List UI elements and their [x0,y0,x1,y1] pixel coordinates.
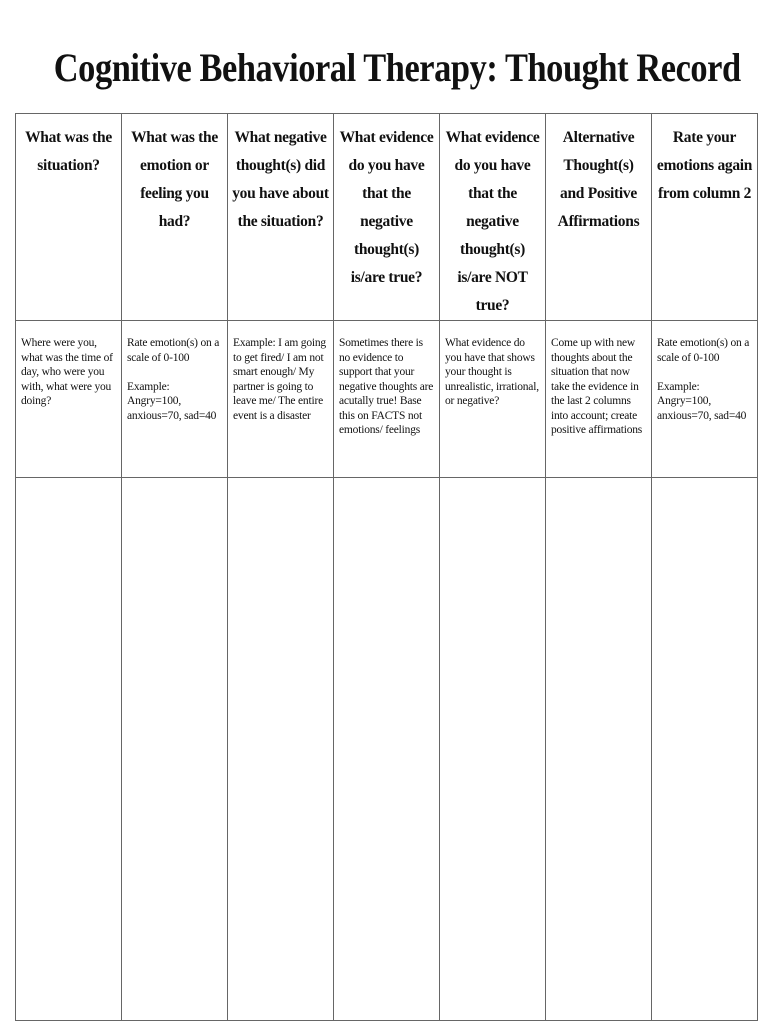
entry-cell-evidence-true[interactable] [334,478,440,1021]
entry-row [16,478,758,1021]
example-negative-thoughts: Example: I am going to get fired/ I am not smart enough/ My partner is going to leave me/ The entire event is a disaster [228,321,334,478]
example-evidence-not-true: What evidence do you have that shows your thought is unrealistic, irrational, or negative? [440,321,546,478]
column-header-situation: What was the situation? [16,114,122,321]
column-header-negative-thoughts: What negative thought(s) did you have about the situation? [228,114,334,321]
column-header-evidence-true: What evidence do you have that the negative thought(s) is/are true? [334,114,440,321]
entry-cell-evidence-not-true[interactable] [440,478,546,1021]
entry-cell-emotion[interactable] [122,478,228,1021]
entry-cell-alternative-thoughts[interactable] [546,478,652,1021]
example-evidence-true: Sometimes there is no evidence to support that your negative thoughts are acutally true! Base this on FACTS not emotions/ feelings [334,321,440,478]
example-emotion: Rate emotion(s) on a scale of 0-100 Example: Angry=100, anxious=70, sad=40 [122,321,228,478]
example-rerate-emotions: Rate emotion(s) on a scale of 0-100 Example: Angry=100, anxious=70, sad=40 [652,321,758,478]
column-header-emotion: What was the emotion or feeling you had? [122,114,228,321]
example-alternative-thoughts: Come up with new thoughts about the situation that now take the evidence in the last 2 columns into account; create positive affirmations [546,321,652,478]
header-row [16,114,758,321]
entry-cell-rerate-emotions[interactable] [652,478,758,1021]
page-title: Cognitive Behavioral Therapy: Thought Record [53,45,741,90]
column-header-alternative-thoughts: Alternative Thought(s) and Positive Affirmations [546,114,652,321]
example-row [16,321,758,478]
entry-cell-negative-thoughts[interactable] [228,478,334,1021]
example-situation: Where were you, what was the time of day, who were you with, what were you doing? [16,321,122,478]
thought-record-table [15,113,758,1021]
column-header-rerate-emotions: Rate your emotions again from column 2 [652,114,758,321]
entry-cell-situation[interactable] [16,478,122,1021]
column-header-evidence-not-true: What evidence do you have that the negative thought(s) is/are NOT true? [440,114,546,321]
